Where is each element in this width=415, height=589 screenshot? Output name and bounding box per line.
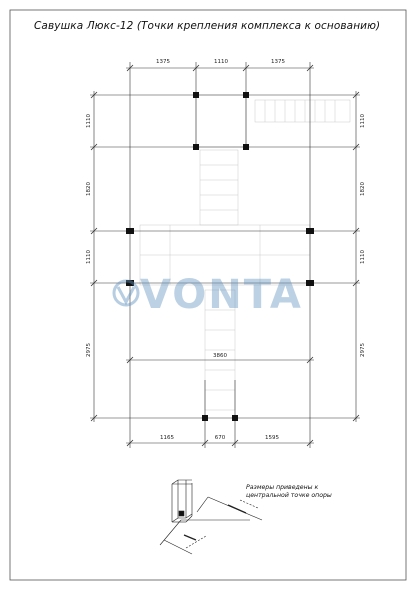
detail-note-line1: Размеры приведены к bbox=[246, 484, 319, 491]
anchor-point bbox=[306, 228, 314, 234]
anchor-point bbox=[243, 144, 249, 150]
dim-top-3: 1375 bbox=[271, 59, 285, 65]
dim-left-4: 2975 bbox=[86, 343, 92, 357]
anchor-point bbox=[193, 92, 199, 98]
detail-note-line2: центральной точке опоры bbox=[246, 492, 332, 499]
dim-bottom-1: 1165 bbox=[160, 435, 174, 441]
anchor-point bbox=[306, 280, 314, 286]
dim-left-3: 1110 bbox=[86, 250, 92, 264]
dim-top-2: 1110 bbox=[214, 59, 228, 65]
anchor-point bbox=[202, 415, 208, 421]
dim-bottom-3: 1595 bbox=[265, 435, 279, 441]
anchor-points bbox=[126, 92, 314, 421]
anchor-point bbox=[193, 144, 199, 150]
watermark-text: VONTA bbox=[140, 272, 303, 318]
detail-note bbox=[246, 484, 332, 500]
drawing-title: Савушка Люкс-12 (Точки крепления комплекса к основанию) bbox=[34, 20, 381, 32]
dim-left-1: 1110 bbox=[86, 114, 92, 128]
dim-right-4: 2975 bbox=[360, 343, 366, 357]
anchor-point bbox=[232, 415, 238, 421]
dim-right-1: 1110 bbox=[360, 114, 366, 128]
dim-bottom-2: 670 bbox=[214, 435, 226, 441]
dim-right-3: 1110 bbox=[360, 250, 366, 264]
dim-right-2: 1820 bbox=[360, 182, 366, 196]
dimension-lines bbox=[94, 68, 356, 443]
anchor-point bbox=[126, 228, 134, 234]
dim-overall-width: 3860 bbox=[213, 353, 227, 359]
equipment-footprint bbox=[140, 95, 350, 410]
dim-left-2: 1820 bbox=[86, 182, 92, 196]
dim-top-1: 1375 bbox=[156, 59, 170, 65]
anchor-point bbox=[243, 92, 249, 98]
